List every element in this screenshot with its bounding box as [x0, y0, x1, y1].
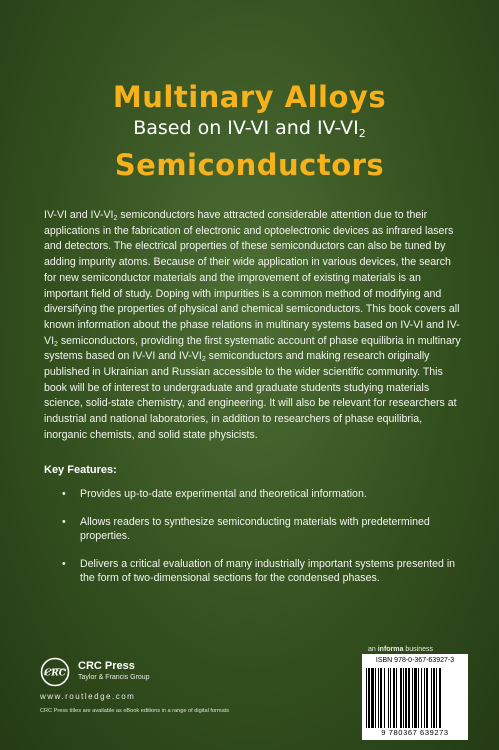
isbn-barcode: [362, 654, 468, 740]
key-feature-text: Delivers a critical evaluation of many industrially important systems presented in the form of two-dimensional sections for the condensed phases.: [80, 558, 456, 584]
key-feature-item: [60, 557, 460, 585]
desc-sub-2: 2: [54, 340, 58, 348]
crc-logo-icon: [40, 657, 70, 687]
informa-suffix: business: [403, 646, 433, 653]
desc-part-2: semiconductors have attracted considerable attention due to their applications in the fabrication of electronic and optoelectronic devices as infrared lasers and detectors. The electrical properties of these semiconductors can also be tuned by adding impurity atoms. Because of their wide application in various devices, the search for new semiconductor materials and the improvement of existing materials is an important field of study. Doping with impurities is a common method of modifying and diversifying the properties of physical and chemical semiconductors. This book covers all known information about the phase relations in multinary systems based on IV-VI and IV-VI: [44, 209, 460, 347]
isbn-label: ISBN 978-0-367-63927-3: [375, 657, 455, 664]
publisher-group: Taylor & Francis Group: [78, 674, 150, 681]
bullet-icon: •: [62, 516, 66, 528]
key-feature-item: [60, 487, 460, 501]
key-feature-text: Allows readers to synthesize semiconducting materials with predetermined properties.: [80, 516, 430, 542]
bullet-icon: •: [62, 558, 66, 570]
barcode-digits: 9 780367 639273: [381, 728, 449, 737]
publisher-name: CRC Press: [78, 660, 135, 672]
key-features-list: [60, 487, 460, 599]
publisher-website[interactable]: www.routledge.com: [40, 692, 136, 701]
desc-sub-1: 2: [113, 215, 118, 222]
bullet-icon: •: [62, 488, 66, 500]
crc-logo-text: CRC: [44, 668, 66, 679]
desc-part-4: semiconductors and making research originally published in Ukrainian and Russian accessible to the wider scientific community. This book will be of interest to undergraduate and graduate students studying materials science, solid-state chemistry, and engineering. It will also be relevant for researchers at industrial and national laboratories, in addition to researchers of phase equilibria, inorganic chemists, and solid state physicists.: [44, 350, 457, 441]
informa-tagline: [368, 646, 433, 653]
key-feature-item: [60, 515, 460, 543]
title-line-2-main: Based on IV-VI and IV-VI: [133, 117, 359, 139]
title-line-3: Semiconductors: [114, 148, 385, 182]
desc-part-1: IV-VI and IV-VI: [44, 209, 114, 221]
key-feature-text: Provides up-to-date experimental and theoretical information.: [80, 488, 367, 500]
title-block: [0, 80, 499, 182]
ebook-note: CRC Press titles are available as eBook editions in a range of digital formats: [40, 708, 230, 714]
key-features-heading: Key Features:: [44, 464, 117, 476]
desc-part-3: semiconductors, providing the first systematic account of phase equilibria in multinary systems based on IV-VI and IV-VI: [44, 334, 461, 363]
desc-sub-3: 2: [201, 356, 206, 364]
title-line-2-subscript: 2: [358, 127, 366, 140]
book-description: [44, 208, 464, 444]
title-line-2: [0, 114, 499, 148]
barcode-bars: [366, 668, 464, 728]
title-line-1: Multinary Alloys: [112, 80, 387, 114]
informa-brand: informa: [377, 646, 404, 653]
informa-prefix: an: [368, 646, 378, 653]
